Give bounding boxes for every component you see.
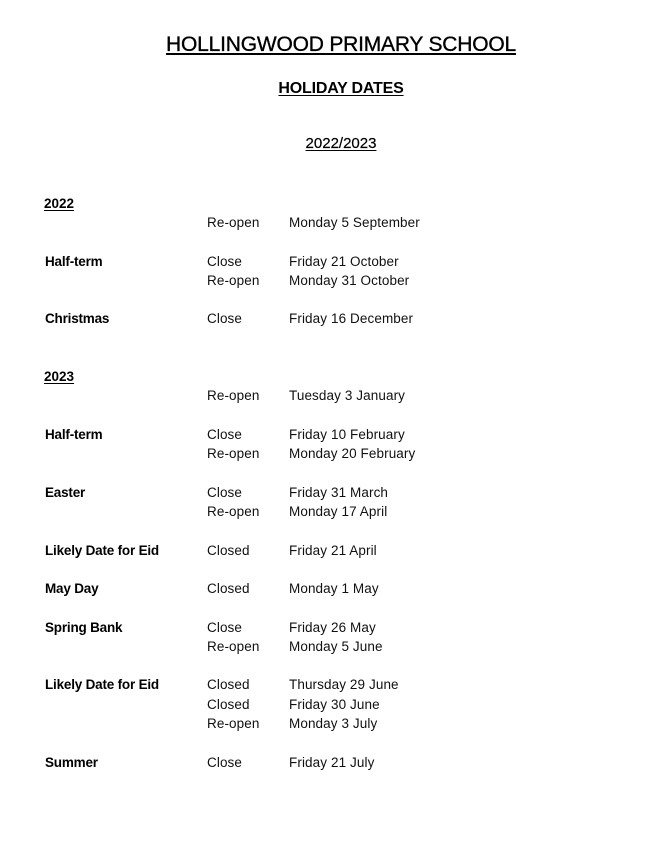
year-heading: 2022: [44, 196, 75, 211]
holiday-date: Monday 5 June: [289, 639, 383, 654]
holiday-action: Closed: [207, 581, 250, 596]
holiday-action: Closed: [207, 697, 250, 712]
holiday-action: Close: [207, 755, 243, 770]
holiday-date: Tuesday 3 January: [289, 388, 406, 403]
holiday-action: Close: [207, 620, 243, 635]
holiday-row: [0, 695, 650, 714]
holiday-name: Likely Date for Eid: [45, 543, 159, 558]
holiday-row: [0, 675, 650, 694]
school-title: HOLLINGWOOD PRIMARY SCHOOL: [166, 33, 516, 56]
holiday-name: Summer: [45, 755, 98, 770]
holiday-name: Half-term: [45, 254, 103, 269]
holiday-action: Closed: [207, 543, 250, 558]
holiday-date: Thursday 29 June: [289, 677, 399, 692]
holiday-row: [0, 444, 650, 463]
holiday-row: [0, 483, 650, 502]
holiday-row: [0, 753, 650, 772]
holiday-action: Re-open: [207, 639, 260, 654]
holiday-row: [0, 618, 650, 637]
holiday-row: [0, 309, 650, 328]
holiday-action: Close: [207, 254, 243, 269]
holiday-date: Friday 26 May: [289, 620, 376, 635]
holiday-name: May Day: [45, 581, 99, 596]
holiday-name: Spring Bank: [45, 620, 123, 635]
holiday-date: Monday 31 October: [289, 273, 410, 288]
holiday-action: Re-open: [207, 446, 260, 461]
holiday-date: Friday 10 February: [289, 427, 405, 442]
holiday-row: [0, 252, 650, 271]
holiday-date: Friday 21 July: [289, 755, 375, 770]
holiday-date: Monday 5 September: [289, 215, 420, 230]
holiday-date: Friday 30 June: [289, 697, 380, 712]
holiday-date: Friday 31 March: [289, 485, 389, 500]
holiday-dates-heading: HOLIDAY DATES: [278, 80, 404, 97]
holiday-date: Monday 17 April: [289, 504, 388, 519]
holiday-row: [0, 714, 650, 733]
holiday-action: Re-open: [207, 716, 260, 731]
holiday-row: [0, 271, 650, 290]
holiday-name: Half-term: [45, 427, 103, 442]
holiday-action: Re-open: [207, 215, 260, 230]
holiday-row: [0, 386, 650, 405]
year-heading: 2023: [44, 369, 75, 384]
academic-year-heading: 2022/2023: [305, 135, 377, 152]
holiday-action: Closed: [207, 677, 250, 692]
holiday-date: Monday 20 February: [289, 446, 416, 461]
holiday-name: Christmas: [45, 311, 110, 326]
holiday-date: Friday 16 December: [289, 311, 414, 326]
holiday-row: [0, 502, 650, 521]
holiday-action: Close: [207, 485, 243, 500]
holiday-action: Re-open: [207, 273, 260, 288]
holiday-row: [0, 425, 650, 444]
holiday-row: [0, 637, 650, 656]
holiday-action: Re-open: [207, 388, 260, 403]
holiday-action: Close: [207, 311, 243, 326]
holiday-date: Friday 21 October: [289, 254, 399, 269]
holiday-date: Monday 3 July: [289, 716, 378, 731]
holiday-row: [0, 213, 650, 232]
holiday-action: Close: [207, 427, 243, 442]
holiday-action: Re-open: [207, 504, 260, 519]
holiday-date: Friday 21 April: [289, 543, 377, 558]
holiday-row: [0, 541, 650, 560]
holiday-name: Easter: [45, 485, 86, 500]
holiday-date: Monday 1 May: [289, 581, 379, 596]
holiday-name: Likely Date for Eid: [45, 677, 159, 692]
holiday-row: [0, 579, 650, 598]
